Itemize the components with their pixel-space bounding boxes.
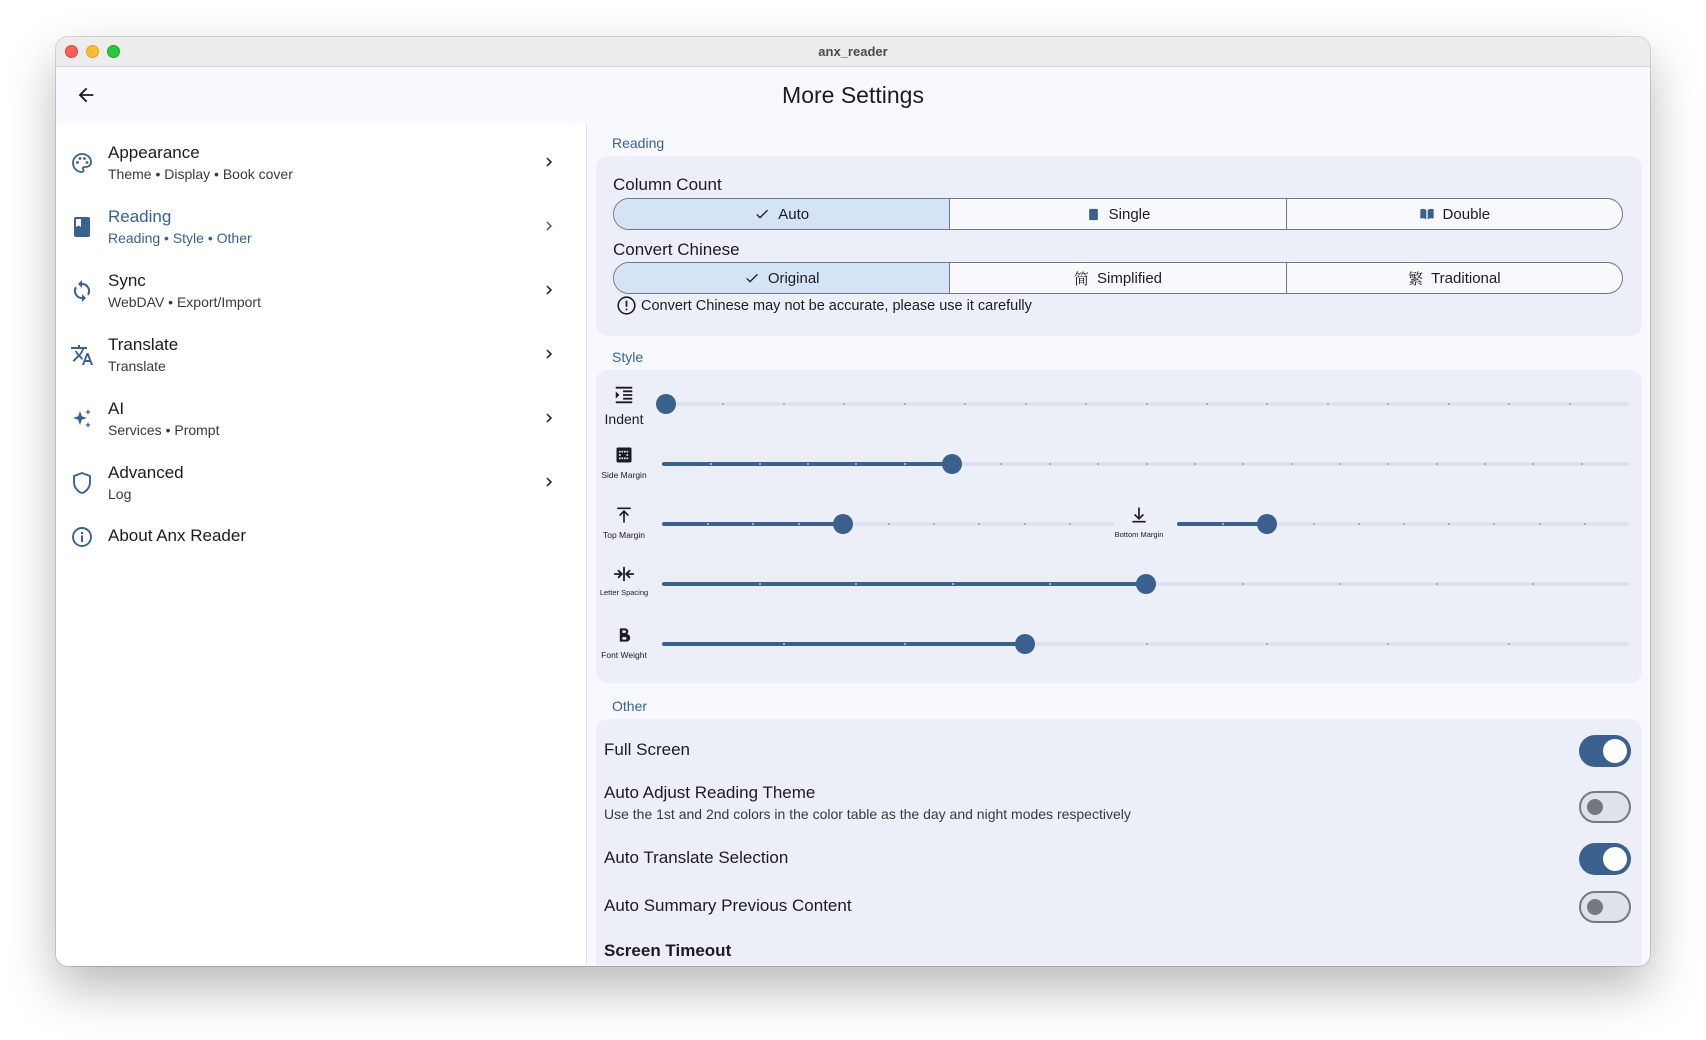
slider-tick — [1327, 403, 1329, 405]
other-card — [596, 719, 1642, 966]
chevron-right-icon — [540, 473, 558, 491]
slider-tick — [1049, 463, 1051, 465]
sidebar-item-label: About Anx Reader — [108, 526, 246, 545]
slider-tick — [1358, 523, 1360, 525]
letter-spacing-label: Letter Spacing — [599, 588, 649, 597]
slider-tick — [1025, 403, 1027, 405]
auto-adjust-theme-label: Auto Adjust Reading Theme — [604, 783, 816, 802]
sidebar-item-ai[interactable] — [56, 387, 587, 447]
auto-adjust-theme-desc: Use the 1st and 2nd colors in the color table as the day and night modes respectively — [604, 806, 1131, 822]
slider-tick — [1581, 463, 1583, 465]
segment-label: Original — [767, 269, 820, 287]
convert-chinese-traditional[interactable] — [1286, 263, 1622, 293]
slider-tick — [1206, 403, 1208, 405]
slider-tick — [1339, 583, 1341, 585]
sidebar-item-sublabel: Translate — [108, 358, 166, 374]
slider-tick — [1436, 463, 1438, 465]
sidebar-item-label: Sync — [108, 271, 146, 290]
slider-tick — [904, 463, 906, 465]
toggle-knob — [1603, 739, 1627, 763]
compress-horizontal-icon — [613, 565, 635, 583]
side-margin-label: Side Margin — [601, 470, 647, 480]
column-count-label: Column Count — [613, 175, 722, 194]
format-indent-icon — [613, 384, 635, 406]
warning-circle-icon — [616, 295, 637, 316]
column-count-auto[interactable] — [614, 199, 949, 229]
font-weight-slider[interactable] — [662, 634, 1629, 654]
segment-label: Traditional — [1431, 269, 1501, 287]
window-title: anx_reader — [818, 44, 888, 59]
slider-tick — [888, 523, 890, 525]
segment-label: Single — [1108, 205, 1151, 223]
warning-text: Convert Chinese may not be accurate, please use it carefully — [641, 297, 1032, 314]
segment-label: Simplified — [1096, 269, 1163, 287]
open-book-icon — [1419, 206, 1435, 222]
sidebar-item-label: Advanced — [108, 463, 184, 482]
traffic-lights — [65, 45, 120, 58]
side-margin-slider[interactable] — [662, 454, 1629, 474]
slider-tick — [1291, 463, 1293, 465]
screen-timeout-row[interactable] — [596, 931, 1642, 966]
convert-chinese-selector — [613, 262, 1623, 294]
sidebar-item-sublabel: WebDAV • Export/Import — [108, 294, 261, 310]
chevron-right-icon — [540, 217, 558, 235]
vertical-align-bottom-icon — [1129, 505, 1149, 525]
bottom-margin-control — [1111, 505, 1167, 539]
bottom-margin-slider[interactable] — [1177, 514, 1629, 534]
full-screen-row — [596, 719, 1642, 779]
slider-thumb[interactable] — [656, 394, 676, 414]
slider-tick — [1146, 643, 1148, 645]
full-screen-toggle[interactable] — [1579, 735, 1631, 767]
slider-tick — [1194, 463, 1196, 465]
slider-tick — [1049, 583, 1051, 585]
book-icon — [70, 215, 94, 239]
chevron-right-icon — [540, 281, 558, 299]
minimize-window-button[interactable] — [86, 45, 99, 58]
full-screen-label: Full Screen — [604, 740, 690, 759]
sync-icon — [70, 279, 94, 303]
format-bold-icon — [614, 625, 634, 645]
slider-tick — [904, 403, 906, 405]
sidebar-item-label: Appearance — [108, 143, 200, 162]
bottom-margin-label: Bottom Margin — [1114, 530, 1164, 539]
side-margin-icon — [614, 445, 634, 465]
app-bar — [56, 67, 1650, 123]
letter-spacing-slider[interactable] — [662, 574, 1629, 594]
chevron-right-icon — [540, 153, 558, 171]
sidebar-item-label: Reading — [108, 207, 172, 226]
slider-fill — [662, 642, 1025, 646]
slider-tick — [783, 643, 785, 645]
auto-translate-toggle[interactable] — [1579, 843, 1631, 875]
sidebar-item-appearance[interactable] — [56, 131, 587, 191]
convert-chinese-label: Convert Chinese — [613, 240, 740, 259]
font-weight-control — [596, 625, 652, 660]
chevron-right-icon — [540, 409, 558, 427]
indent-slider[interactable] — [662, 394, 1629, 414]
side-margin-control — [596, 445, 652, 480]
slider-thumb[interactable] — [1257, 514, 1277, 534]
slider-tick — [1436, 583, 1438, 585]
screen-timeout-label: Screen Timeout — [604, 941, 732, 960]
slider-tick — [1313, 523, 1315, 525]
close-window-button[interactable] — [65, 45, 78, 58]
check-icon — [744, 270, 760, 286]
column-count-double[interactable] — [1286, 199, 1622, 229]
slider-tick — [783, 403, 785, 405]
arrow-back-icon — [75, 84, 97, 106]
slider-tick — [1069, 523, 1071, 525]
translate-icon — [70, 343, 94, 367]
chevron-right-icon — [540, 345, 558, 363]
segment-label: Double — [1442, 205, 1491, 223]
segment-label: Auto — [778, 205, 810, 223]
slider-tick — [759, 583, 761, 585]
sidebar-item-label: AI — [108, 399, 125, 418]
shield-icon — [70, 471, 94, 495]
simplified-glyph-icon: 简 — [1073, 270, 1089, 288]
single-page-icon — [1086, 207, 1101, 222]
check-icon — [754, 206, 770, 222]
sidebar-item-about[interactable] — [56, 515, 587, 559]
slider-tick — [904, 643, 906, 645]
reading-card — [596, 156, 1642, 336]
slider-tick — [1146, 403, 1148, 405]
column-count-single[interactable] — [949, 199, 1285, 229]
auto-summary-toggle[interactable] — [1579, 891, 1631, 923]
auto-translate-label: Auto Translate Selection — [604, 848, 789, 867]
settings-sidebar — [56, 123, 587, 966]
slider-tick — [1339, 463, 1341, 465]
auto-adjust-theme-row — [596, 779, 1642, 835]
slider-tick — [1569, 403, 1571, 405]
slider-fill — [662, 582, 1146, 586]
slider-tick — [798, 523, 800, 525]
auto-summary-label: Auto Summary Previous Content — [604, 896, 852, 915]
auto-adjust-theme-toggle[interactable] — [1579, 791, 1631, 823]
traditional-glyph-icon: 繁 — [1408, 270, 1424, 288]
indent-label: Indent — [604, 411, 644, 427]
top-margin-label: Top Margin — [602, 530, 646, 540]
slider-tick — [1448, 403, 1450, 405]
section-heading-style: Style — [612, 349, 644, 365]
slider-tick — [1484, 463, 1486, 465]
convert-chinese-original[interactable] — [614, 263, 949, 293]
toggle-knob — [1587, 799, 1603, 815]
slider-tick — [1024, 523, 1026, 525]
sidebar-item-translate[interactable] — [56, 323, 587, 383]
slider-tick — [1403, 523, 1405, 525]
section-heading-other: Other — [612, 698, 648, 714]
page-title: More Settings — [782, 81, 924, 108]
settings-content — [588, 123, 1650, 966]
slider-tick — [1584, 523, 1586, 525]
slider-tick — [1146, 463, 1148, 465]
sidebar-item-sync[interactable] — [56, 259, 587, 319]
info-icon — [70, 525, 94, 549]
back-button[interactable] — [72, 81, 100, 109]
sidebar-item-label: Translate — [108, 335, 179, 354]
toggle-knob — [1603, 847, 1627, 871]
font-weight-label: Font Weight — [601, 650, 647, 660]
slider-thumb[interactable] — [833, 514, 853, 534]
title-bar — [56, 37, 1650, 67]
slider-thumb[interactable] — [1136, 574, 1156, 594]
slider-tick — [1539, 523, 1541, 525]
column-count-selector — [613, 198, 1623, 230]
convert-chinese-simplified[interactable] — [949, 263, 1285, 293]
palette-icon — [70, 151, 94, 175]
convert-warning — [616, 295, 1032, 316]
style-card — [596, 370, 1642, 683]
toggle-knob — [1587, 899, 1603, 915]
sparkle-icon — [70, 407, 94, 431]
sidebar-item-advanced[interactable] — [56, 451, 587, 511]
app-window — [56, 37, 1650, 966]
sidebar-item-sublabel: Services • Prompt — [108, 422, 220, 438]
sidebar-item-sublabel: Reading • Style • Other — [108, 230, 252, 246]
zoom-window-button[interactable] — [107, 45, 120, 58]
auto-translate-row — [596, 835, 1642, 883]
vertical-align-top-icon — [614, 505, 634, 525]
top-margin-slider[interactable] — [662, 514, 1114, 534]
slider-thumb[interactable] — [942, 454, 962, 474]
slider-tick — [759, 463, 761, 465]
section-heading-reading: Reading — [612, 135, 665, 151]
sidebar-item-reading[interactable] — [56, 195, 587, 255]
sidebar-item-sublabel: Log — [108, 486, 132, 502]
letter-spacing-control — [596, 565, 652, 597]
auto-summary-row — [596, 883, 1642, 931]
top-margin-control — [596, 505, 652, 540]
indent-control — [596, 384, 652, 427]
sidebar-item-sublabel: Theme • Display • Book cover — [108, 166, 293, 182]
slider-thumb[interactable] — [1015, 634, 1035, 654]
